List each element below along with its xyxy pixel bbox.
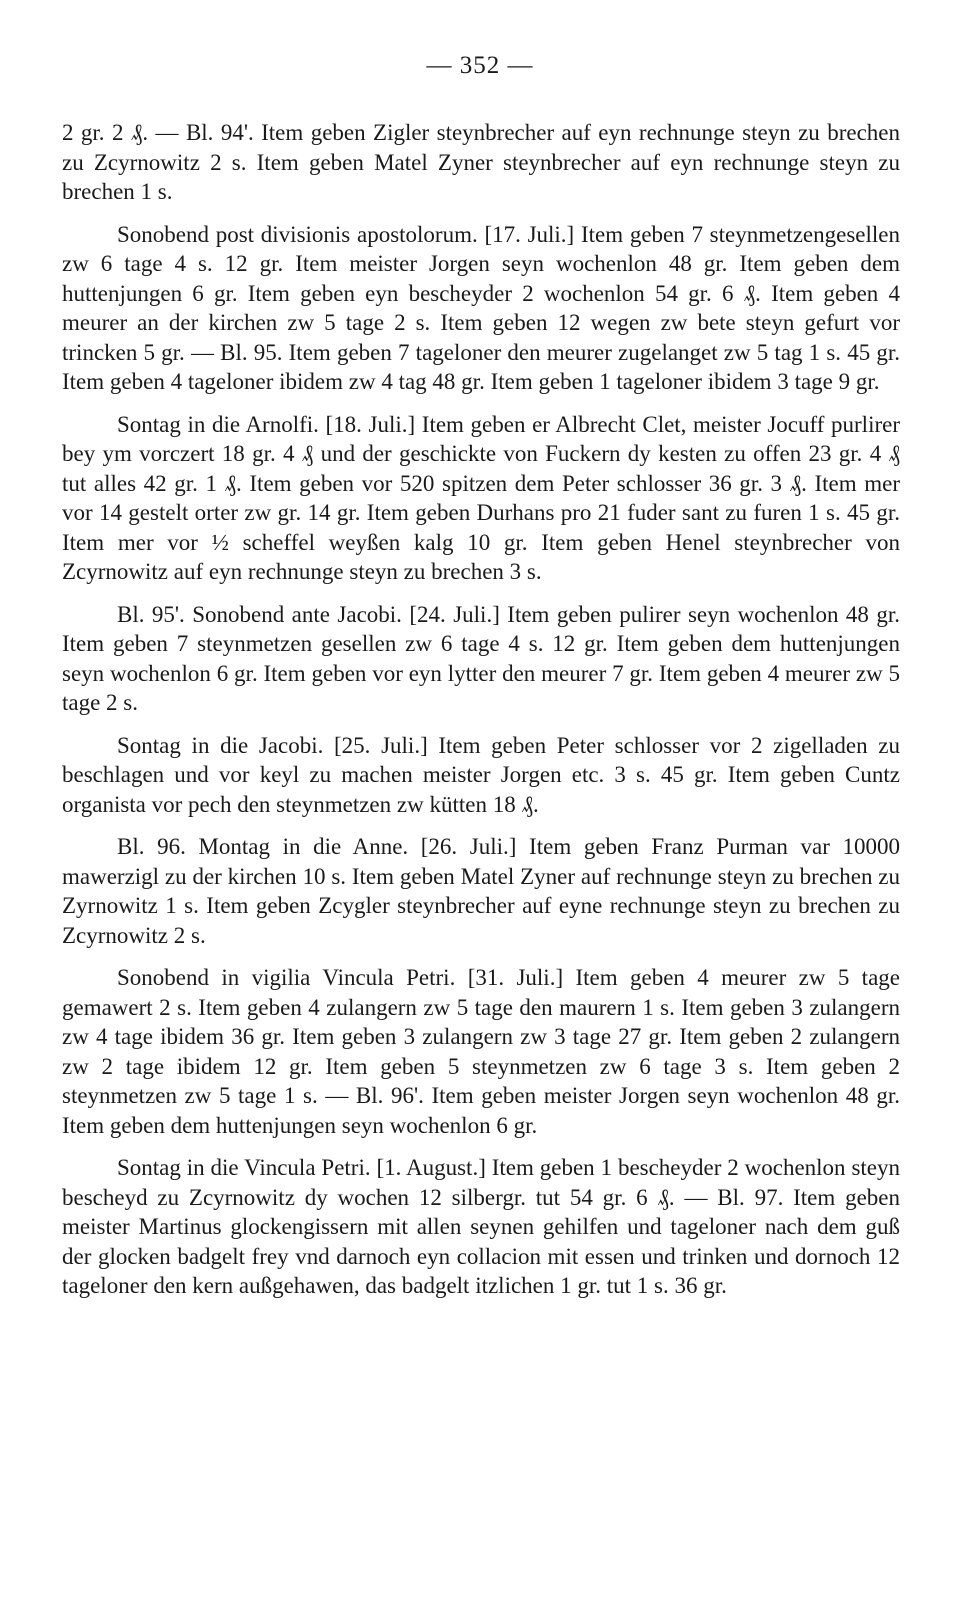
paragraph-7: Sonobend in vigilia Vincula Petri. [31. Juli.] Item geben 4 meurer zw 5 tage gemawert 2 s. Item geben 4 zulangern zw 5 tage den maurern 1 s. Item geben 3 zulangern zw 4 tage ibidem 36 gr. Item geben 3 zulangern zw 3 tage 27 gr. Item geben 2 zulangern zw 2 tage ibidem 12 gr. Item geben 5 steynmetzen zw 6 tage 3 s. Item geben 2 steynmetzen zw 5 tage 1 s. — Bl. 96'. Item geben meister Jorgen seyn wochenlon 48 gr. Item geben dem huttenjungen seyn wochenlon 6 gr. <box>62 965 900 1138</box>
paragraph-3: Sontag in die Arnolfi. [18. Juli.] Item geben er Albrecht Clet, meister Jocuff purlirer bey ym vorczert 18 gr. 4 ₰ und der geschickte von Fuckern dy kesten zu offen 23 gr. 4 ₰ tut alles 42 gr. 1 ₰. Item geben vor 520 spitzen dem Peter schlosser 36 gr. 3 ₰. Item mer vor 14 gestelt orter zw gr. 14 gr. Item geben Durhans pro 21 fuder sant zu furen 1 s. 45 gr. Item mer vor ½ scheffel weyßen kalg 10 gr. Item geben Henel steynbrecher von Zcyrnowitz auf eyn rechnunge steyn zu brechen 3 s. <box>62 411 900 584</box>
paragraph-2: Sonobend post divisionis apostolorum. [17. Juli.] Item geben 7 steynmetzengesellen zw 6 tage 4 s. 12 gr. Item meister Jorgen seyn wochenlon 48 gr. Item geben dem huttenjungen 6 gr. Item geben eyn bescheyder 2 wochenlon 54 gr. 6 ₰. Item geben 4 meurer an der kirchen zw 5 tage 2 s. Item geben 12 wegen zw bete steyn gefurt vor trincken 5 gr. — Bl. 95. Item geben 7 tageloner den meurer zugelanget zw 5 tag 1 s. 45 gr. Item geben 4 tageloner ibidem zw 4 tag 48 gr. Item geben 1 tageloner ibidem 3 tage 9 gr. <box>62 221 900 394</box>
paragraph-5: Sontag in die Jacobi. [25. Juli.] Item geben Peter schlosser vor 2 zigelladen zu beschlagen und vor keyl zu machen meister Jorgen etc. 3 s. 45 gr. Item geben Cuntz organista vor pech den steynmetzen zw kütten 18 ₰. <box>62 732 900 817</box>
paragraph-6: Bl. 96. Montag in die Anne. [26. Juli.] Item geben Franz Purman var 10000 mawerzigl zu der kirchen 10 s. Item geben Matel Zyner auf rechnunge steyn zu brechen zu Zyrnowitz 1 s. Item geben Zcygler steynbrecher auf eyne rechnunge steyn zu brechen zu Zcyrnowitz 2 s. <box>62 834 900 948</box>
paragraph-1: 2 gr. 2 ₰. — Bl. 94'. Item geben Zigler steynbrecher auf eyn rechnunge steyn zu brechen zu Zcyrnowitz 2 s. Item geben Matel Zyner steynbrecher auf eyn rechnunge steyn zu brechen 1 s. <box>62 120 900 204</box>
paragraph-8: Sontag in die Vincula Petri. [1. August.] Item geben 1 bescheyder 2 wochenlon steyn bescheyd zu Zcyrnowitz dy wochen 12 silbergr. tut 54 gr. 6 ₰. — Bl. 97. Item geben meister Martinus glockengissern mit allen seynen gehilfen und tageloner nach dem guß der glocken badgelt frey vnd darnoch eyn collacion mit essen und trinken und dornoch 12 tageloner den kern außgehawen, das badgelt itzlichen 1 gr. tut 1 s. 36 gr. <box>62 1155 900 1298</box>
page-number: — 352 — <box>426 52 534 79</box>
paragraph-4: Bl. 95'. Sonobend ante Jacobi. [24. Juli.] Item geben pulirer seyn wochenlon 48 gr. Item geben 7 steynmetzen gesellen zw 6 tage 4 s. 12 gr. Item geben dem huttenjungen seyn wochenlon 6 gr. Item geben vor eyn lytter den meurer 7 gr. Item geben 4 meurer zw 5 tage 2 s. <box>62 601 900 715</box>
body-text <box>62 118 900 1314</box>
